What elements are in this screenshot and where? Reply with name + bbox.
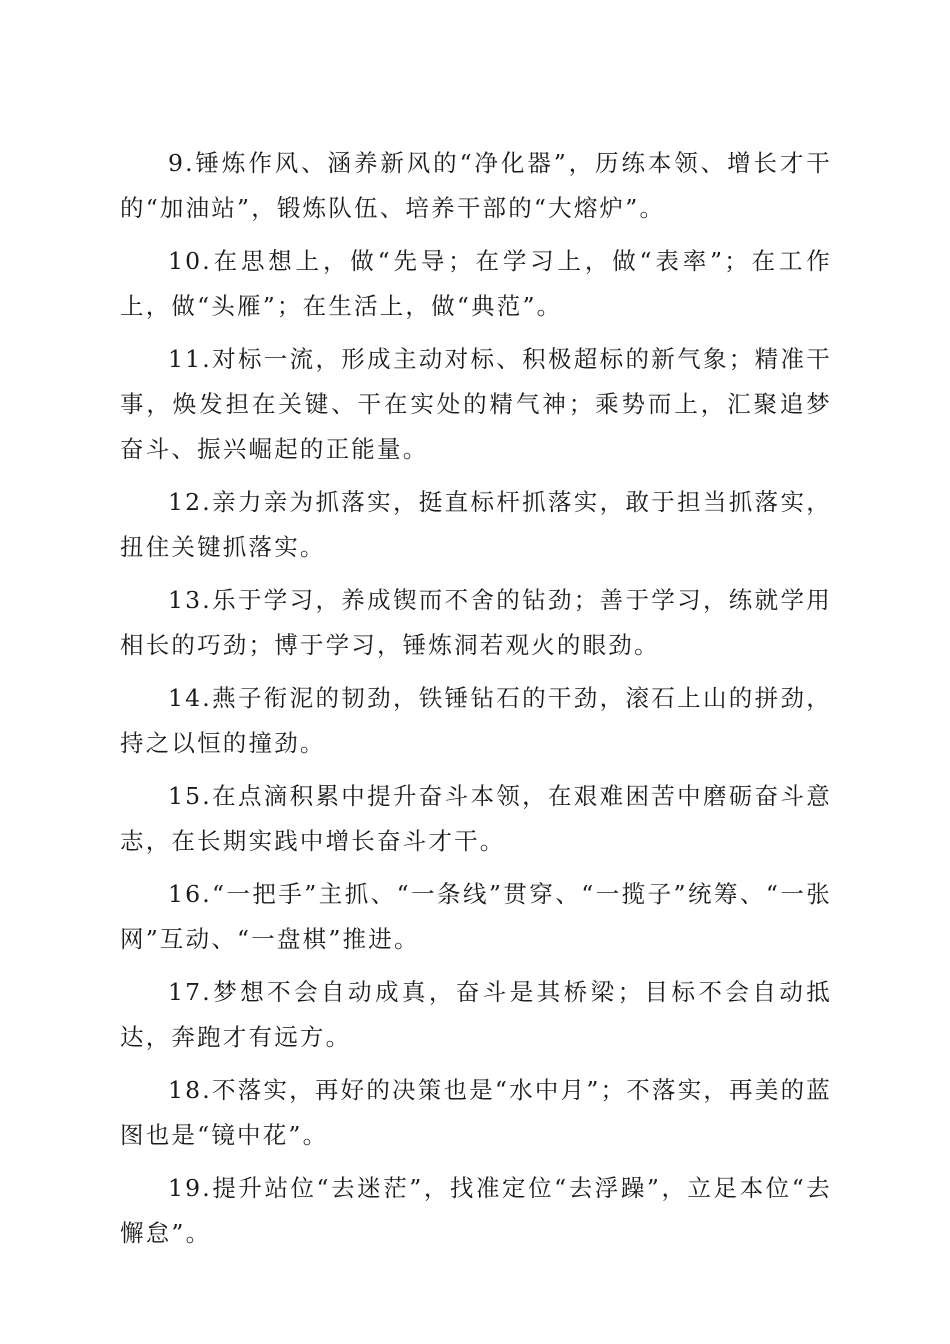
paragraph-15: 15.在点滴积累中提升奋斗本领，在艰难困苦中磨砺奋斗意志，在长期实践中增长奋斗才干。 [120, 782, 832, 855]
paragraph-16: 16.“一把手”主抓、“一条线”贯穿、“一揽子”统筹、“一张网”互动、“一盘棋”推进。 [120, 880, 832, 953]
paragraph-13: 13.乐于学习，养成锲而不舍的钻劲；善于学习，练就学用相长的巧劲；博于学习，锤炼洞若观火的眼劲。 [120, 586, 832, 659]
paragraph-11: 11.对标一流，形成主动对标、积极超标的新气象；精准干事，焕发担在关键、干在实处的精气神；乘势而上，汇聚追梦奋斗、振兴崛起的正能量。 [120, 345, 832, 463]
paragraph-10: 10.在思想上，做“先导；在学习上，做“表率”；在工作上，做“头雁”；在生活上，做“典范”。 [120, 247, 832, 320]
paragraph-17: 17.梦想不会自动成真，奋斗是其桥梁；目标不会自动抵达，奔跑才有远方。 [120, 978, 832, 1051]
paragraph-19: 19.提升站位“去迷茫”，找准定位“去浮躁”，立足本位“去懈怠”。 [120, 1174, 832, 1247]
paragraph-14: 14.燕子衔泥的韧劲，铁锤钻石的干劲，滚石上山的拼劲，持之以恒的撞劲。 [120, 684, 832, 757]
paragraph-12: 12.亲力亲为抓落实，挺直标杆抓落实，敢于担当抓落实，扭住关键抓落实。 [120, 488, 832, 561]
paragraph-18: 18.不落实，再好的决策也是“水中月”；不落实，再美的蓝图也是“镜中花”。 [120, 1076, 832, 1149]
paragraph-9: 9.锤炼作风、涵养新风的“净化器”，历练本领、增长才干的“加油站”，锻炼队伍、培养干部的“大熔炉”。 [120, 149, 832, 222]
document-body [120, 141, 832, 1264]
